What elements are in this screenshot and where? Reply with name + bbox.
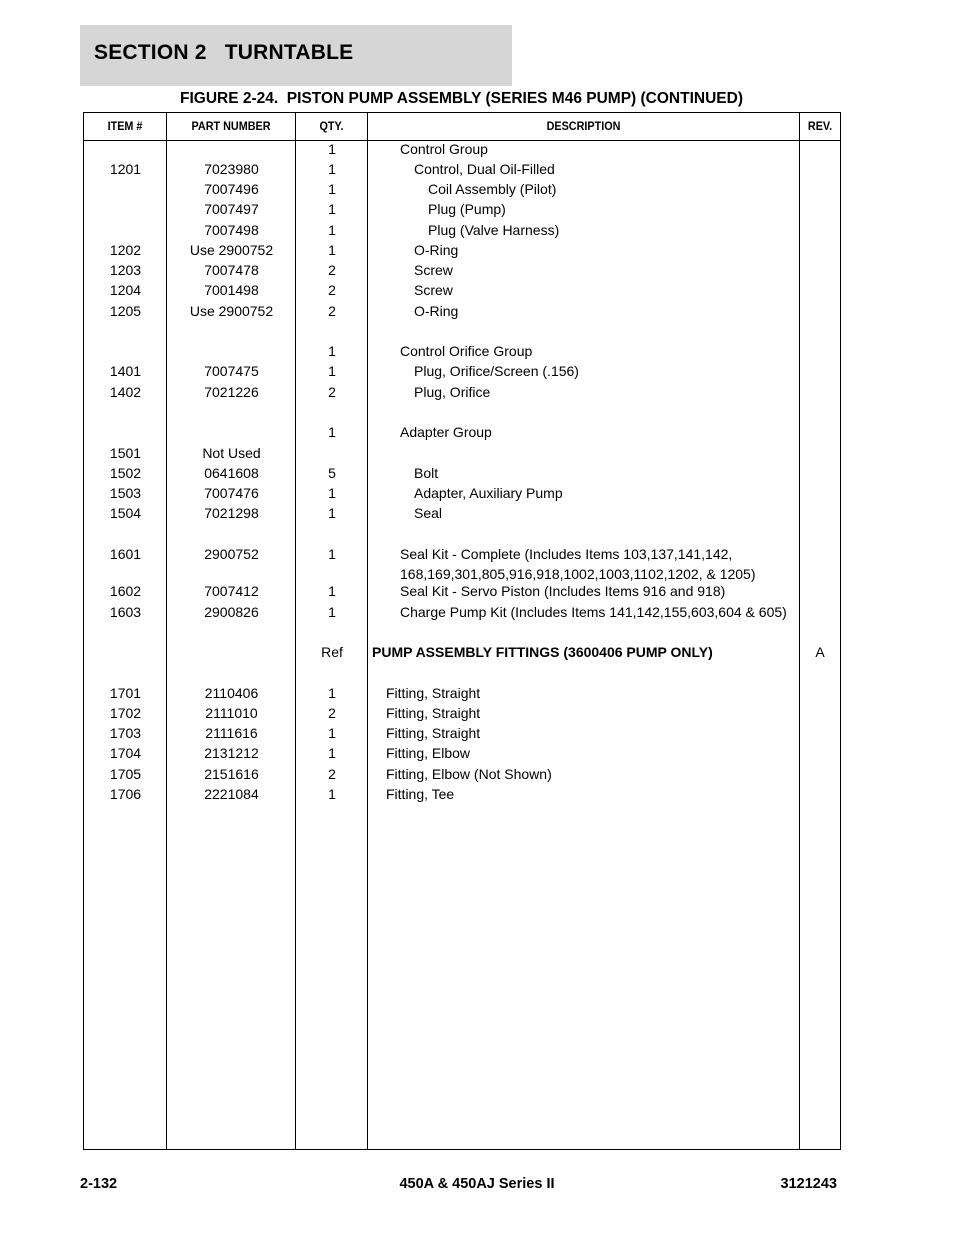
quantity: 1	[328, 222, 336, 238]
description	[368, 685, 816, 702]
part-number: 7021298	[204, 505, 259, 521]
parts-table	[83, 112, 841, 1150]
description	[368, 201, 858, 218]
description	[368, 705, 816, 722]
description	[368, 181, 858, 198]
part-number: 2900752	[204, 546, 259, 562]
quantity: 1	[328, 161, 336, 177]
quantity: 1	[328, 745, 336, 761]
description	[368, 465, 844, 482]
description	[368, 604, 830, 621]
quantity: 2	[328, 262, 336, 278]
part-number: 7007476	[204, 485, 259, 501]
part-number: 2111010	[205, 705, 258, 721]
quantity: 5	[328, 465, 336, 481]
part-number: 7007412	[204, 583, 259, 599]
table-header	[84, 113, 840, 141]
description	[368, 343, 830, 360]
item-number: 1503	[109, 485, 142, 501]
part-number: 2221084	[204, 786, 259, 802]
description-line: Screw	[414, 262, 453, 278]
item-number: 1705	[109, 766, 142, 782]
quantity: 2	[328, 766, 336, 782]
item-number: 1202	[109, 242, 142, 258]
header-item: ITEM #	[107, 119, 143, 133]
description	[368, 505, 844, 522]
description-line: Control Group	[400, 141, 488, 157]
part-number: 7001498	[204, 282, 259, 298]
item-number: 1706	[109, 786, 142, 802]
item-number: 1704	[109, 745, 142, 761]
description	[368, 242, 844, 259]
description-line: Adapter Group	[400, 424, 492, 440]
quantity: 1	[328, 505, 336, 521]
description-line: Plug, Orifice	[414, 384, 491, 400]
description	[368, 384, 844, 401]
quantity: 1	[328, 583, 336, 599]
description-line: Fitting, Straight	[386, 685, 481, 701]
item-number: 1602	[109, 583, 142, 599]
header-description: DESCRIPTION	[546, 119, 621, 133]
description	[368, 303, 844, 320]
description	[368, 161, 844, 178]
description-line: Fitting, Elbow (Not Shown)	[386, 766, 552, 782]
quantity: 1	[328, 141, 336, 157]
page-number: 2-132	[80, 1176, 118, 1192]
description	[368, 546, 830, 583]
description	[368, 141, 830, 158]
quantity: 1	[328, 242, 336, 258]
description-line: Charge Pump Kit (Includes Items 141,142,155,603,604 & 605)	[400, 604, 787, 620]
item-number: 1603	[109, 604, 142, 620]
quantity: 1	[328, 786, 336, 802]
quantity: 1	[328, 201, 336, 217]
item-number: 1703	[109, 725, 142, 741]
header-qty: QTY.	[319, 119, 344, 133]
description	[368, 644, 802, 661]
description-line: Fitting, Straight	[386, 705, 481, 721]
part-number: Use 2900752	[189, 303, 274, 319]
part-number: 7023980	[204, 161, 259, 177]
header-rev: REV.	[807, 119, 833, 133]
description-line: Screw	[414, 282, 453, 298]
description	[368, 745, 816, 762]
quantity: 1	[328, 181, 336, 197]
description-line: 168,169,301,805,916,918,1002,1003,1102,1202, & 1205)	[400, 566, 756, 582]
description	[368, 222, 858, 239]
model-name: 450A & 450AJ Series II	[399, 1176, 555, 1192]
quantity: 2	[328, 303, 336, 319]
description-line: Plug (Valve Harness)	[428, 222, 560, 238]
item-number: 1701	[109, 685, 142, 701]
part-number: 7007498	[204, 222, 259, 238]
description-line: O-Ring	[414, 242, 459, 258]
part-number: 7007497	[204, 201, 259, 217]
description-line: Plug, Orifice/Screen (.156)	[414, 363, 579, 379]
description	[368, 583, 830, 600]
quantity: 1	[328, 363, 336, 379]
description-line: Control Orifice Group	[400, 343, 533, 359]
part-number: Use 2900752	[189, 242, 274, 258]
quantity: 1	[328, 725, 336, 741]
quantity: 1	[328, 546, 336, 562]
part-number: 0641608	[204, 465, 259, 481]
part-number: 2900826	[204, 604, 259, 620]
part-number: 7007475	[204, 363, 259, 379]
quantity: Ref	[321, 644, 343, 660]
description	[368, 725, 816, 742]
item-number: 1401	[109, 363, 142, 379]
item-number: 1504	[109, 505, 142, 521]
description	[368, 282, 844, 299]
part-number: 7007478	[204, 262, 259, 278]
part-number: 2110406	[204, 685, 259, 701]
description-line: Coil Assembly (Pilot)	[428, 181, 557, 197]
quantity: 2	[328, 384, 336, 400]
description-line: Fitting, Tee	[386, 786, 455, 802]
description	[368, 424, 830, 441]
description	[368, 786, 816, 803]
quantity: 1	[328, 343, 336, 359]
part-number: 7007496	[204, 181, 259, 197]
description-line: Bolt	[414, 465, 439, 481]
part-number: 2131212	[204, 745, 259, 761]
description-line: PUMP ASSEMBLY FITTINGS (3600406 PUMP ONLY)	[372, 644, 713, 660]
description-line: Seal Kit - Servo Piston (Includes Items 916 and 918)	[400, 583, 726, 599]
description	[368, 262, 844, 279]
header-part-number: PART NUMBER	[191, 119, 271, 133]
section-banner	[80, 25, 512, 86]
description-line: Adapter, Auxiliary Pump	[414, 485, 563, 501]
quantity: 2	[328, 282, 336, 298]
item-number: 1203	[109, 262, 142, 278]
part-number: 7021226	[204, 384, 259, 400]
description-line: Seal Kit - Complete (Includes Items 103,137,141,142,	[400, 546, 733, 562]
section-title: SECTION 2 TURNTABLE	[94, 41, 354, 64]
item-number: 1205	[109, 303, 142, 319]
description-line: Control, Dual Oil-Filled	[414, 161, 555, 177]
description-line: Seal	[414, 505, 443, 521]
item-number: 1702	[109, 705, 142, 721]
document-number: 3121243	[780, 1176, 837, 1192]
description	[368, 363, 844, 380]
revision: A	[815, 644, 825, 660]
description-line: Plug (Pump)	[428, 201, 506, 217]
quantity: 1	[328, 685, 336, 701]
part-number: Not Used	[202, 445, 261, 461]
item-number: 1201	[109, 161, 142, 177]
quantity: 1	[328, 485, 336, 501]
description	[368, 766, 816, 783]
description-line: Fitting, Straight	[386, 725, 481, 741]
quantity: 2	[328, 705, 336, 721]
part-number: 2111616	[205, 725, 258, 741]
item-number: 1601	[109, 546, 142, 562]
figure-title: FIGURE 2-24. PISTON PUMP ASSEMBLY (SERIES M46 PUMP) (CONTINUED)	[180, 90, 743, 107]
description-line: Fitting, Elbow	[386, 745, 471, 761]
item-number: 1402	[109, 384, 142, 400]
item-number: 1501	[109, 445, 142, 461]
description-line: O-Ring	[414, 303, 459, 319]
item-number: 1204	[109, 282, 142, 298]
quantity: 1	[328, 604, 336, 620]
part-number: 2151616	[204, 766, 259, 782]
description	[368, 485, 844, 502]
item-number: 1502	[109, 465, 142, 481]
quantity: 1	[328, 424, 336, 440]
